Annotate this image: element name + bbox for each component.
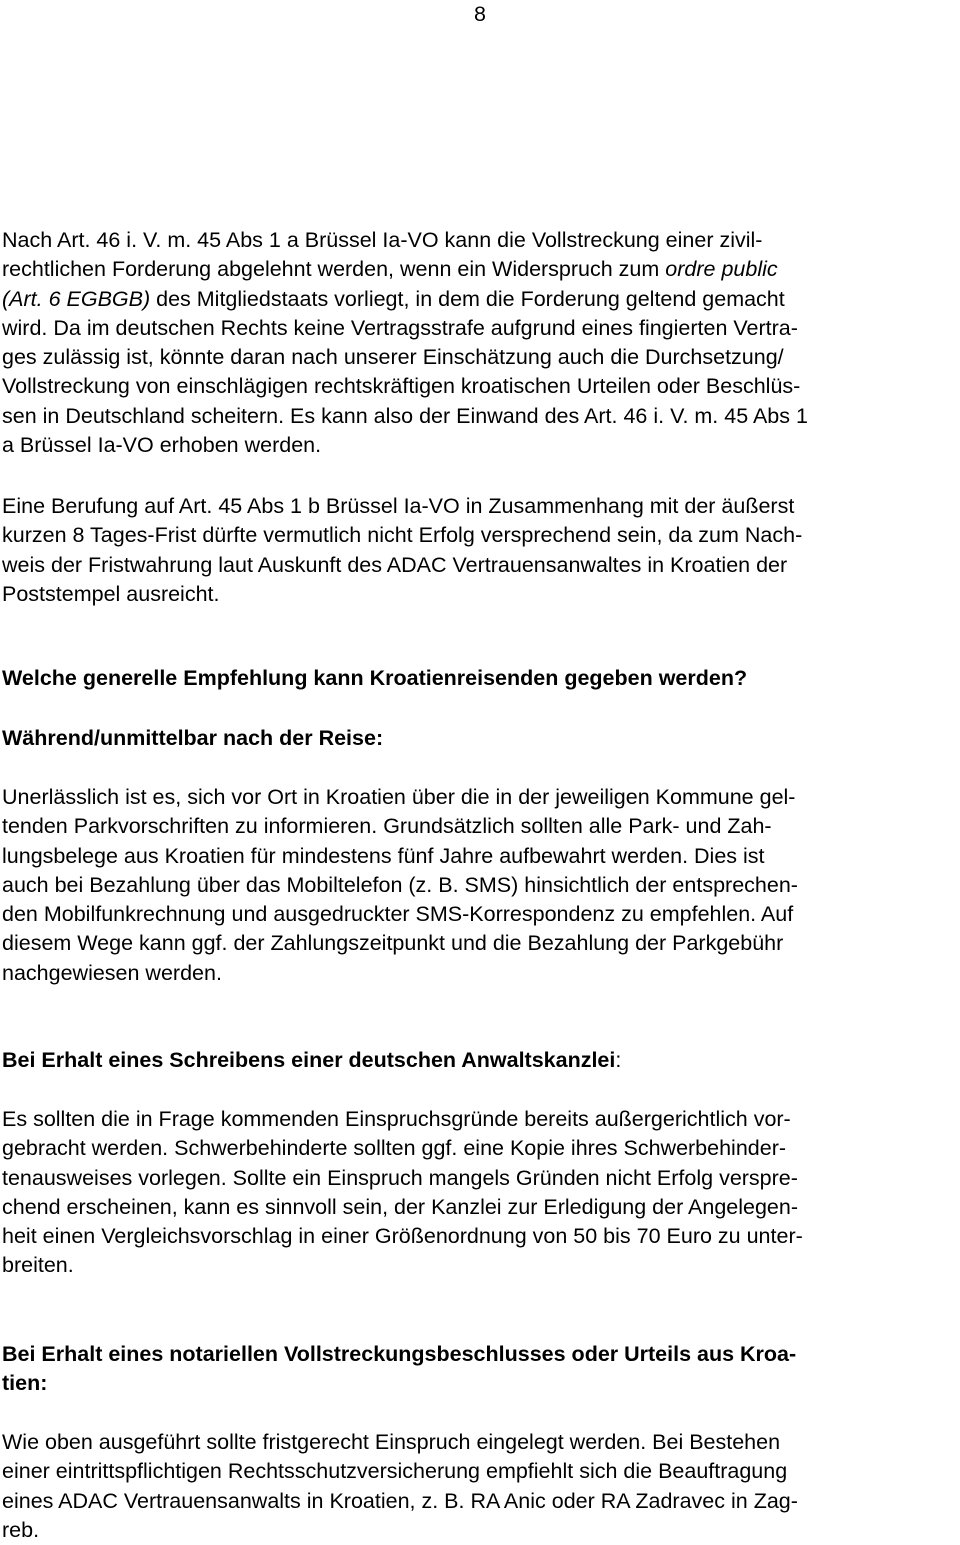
text-line: gebracht werden. Schwerbehinderte sollten ggf. eine Kopie ihres Schwerbehinder- xyxy=(2,1136,787,1161)
heading-during-trip: Während/unmittelbar nach der Reise: xyxy=(2,726,384,750)
text-line: diesem Wege kann ggf. der Zahlungszeitpunkt und die Bezahlung der Parkgebühr xyxy=(2,931,784,956)
text-line: eines ADAC Vertrauensanwalts in Kroatien, z. B. RA Anic oder RA Zadravec in Zag- xyxy=(2,1488,798,1513)
text-line: ges zulässig ist, könnte daran nach unserer Einschätzung auch die Durchsetzung/ xyxy=(2,345,784,370)
text-line: einer eintrittspflichtigen Rechtsschutzversicherung empfiehlt sich die Beauftragung xyxy=(2,1459,788,1484)
text-line: tenausweises vorlegen. Sollte ein Einspruch mangels Gründen nicht Erfolg verspre- xyxy=(2,1165,798,1190)
paragraph-during-trip xyxy=(2,783,958,988)
text-line: breiten. xyxy=(2,1253,74,1278)
paragraph-law-firm-letter xyxy=(2,1105,958,1281)
egbgb-reference: (Art. 6 EGBGB) xyxy=(2,286,151,311)
text-line: lungsbelege aus Kroatien für mindestens fünf Jahre aufbewahrt werden. Dies ist xyxy=(2,843,765,868)
text-line: rechtlichen Forderung abgelehnt werden, wenn ein Widerspruch zum ordre public xyxy=(2,257,778,282)
text-line: Wie oben ausgeführt sollte fristgerecht Einspruch eingelegt werden. Bei Bestehen xyxy=(2,1430,781,1454)
text-line: sen in Deutschland scheitern. Es kann also der Einwand des Art. 46 i. V. m. 45 Abs 1 xyxy=(2,403,808,428)
paragraph-appeal xyxy=(2,492,958,609)
text-line: Nach Art. 46 i. V. m. 45 Abs 1 a Brüssel Ia-VO kann die Vollstreckung einer zivil- xyxy=(2,228,763,252)
text-line: den Mobilfunkrechnung und ausgedruckter SMS-Korrespondenz zu empfehlen. Auf xyxy=(2,902,794,927)
text-line: nachgewiesen werden. xyxy=(2,960,222,985)
text-line: Vollstreckung von einschlägigen rechtskräftigen kroatischen Urteilen oder Beschlüs- xyxy=(2,374,801,399)
paragraph-ordre-public xyxy=(2,226,958,460)
text-line: weis der Fristwahrung laut Auskunft des ADAC Vertrauensanwaltes in Kroatien der xyxy=(2,552,788,577)
text-line: Poststempel ausreicht. xyxy=(2,581,220,606)
text-line: Es sollten die in Frage kommenden Einspruchsgründe bereits außergerichtlich vor- xyxy=(2,1107,791,1131)
text-line: auch bei Bezahlung über das Mobiltelefon (z. B. SMS) hinsichtlich der entsprechen- xyxy=(2,872,798,897)
heading-law-firm-letter: Bei Erhalt eines Schreibens einer deutschen Anwaltskanzlei: xyxy=(2,1048,622,1072)
text-line: reb. xyxy=(2,1517,40,1542)
text-line: wird. Da im deutschen Rechts keine Vertragsstrafe aufgrund eines fingierten Vertra- xyxy=(2,315,798,340)
text-line: chend erscheinen, kann es sinnvoll sein, der Kanzlei zur Erledigung der Angelegen- xyxy=(2,1194,799,1219)
text-line: a Brüssel Ia-VO erhoben werden. xyxy=(2,433,322,458)
text-line: Eine Berufung auf Art. 45 Abs 1 b Brüssel Ia-VO in Zusammenhang mit der äußerst xyxy=(2,494,795,518)
text-line: Unerlässlich ist es, sich vor Ort in Kroatien über die in der jeweiligen Kommune gel- xyxy=(2,785,796,809)
text-line: heit einen Vergleichsvorschlag in einer Größenordnung von 50 bis 70 Euro zu unter- xyxy=(2,1224,803,1249)
paragraph-notarial-decision xyxy=(2,1428,958,1545)
text-line: kurzen 8 Tages-Frist dürfte vermutlich nicht Erfolg versprechend sein, da zum Nach- xyxy=(2,523,803,548)
text-line: tenden Parkvorschriften zu informieren. Grundsätzlich sollten alle Park- und Zah- xyxy=(2,814,772,839)
heading-notarial-decision: Bei Erhalt eines notariellen Vollstreckungsbeschlusses oder Urteils aus Kroa- tien: xyxy=(2,1342,797,1396)
page-number: 8 xyxy=(474,2,486,26)
heading-recommendation: Welche generelle Empfehlung kann Kroatienreisenden gegeben werden? xyxy=(2,666,748,690)
text-line: (Art. 6 EGBGB) des Mitgliedstaats vorliegt, in dem die Forderung geltend gemacht xyxy=(2,286,785,311)
ordre-public-term: ordre public xyxy=(665,257,778,282)
